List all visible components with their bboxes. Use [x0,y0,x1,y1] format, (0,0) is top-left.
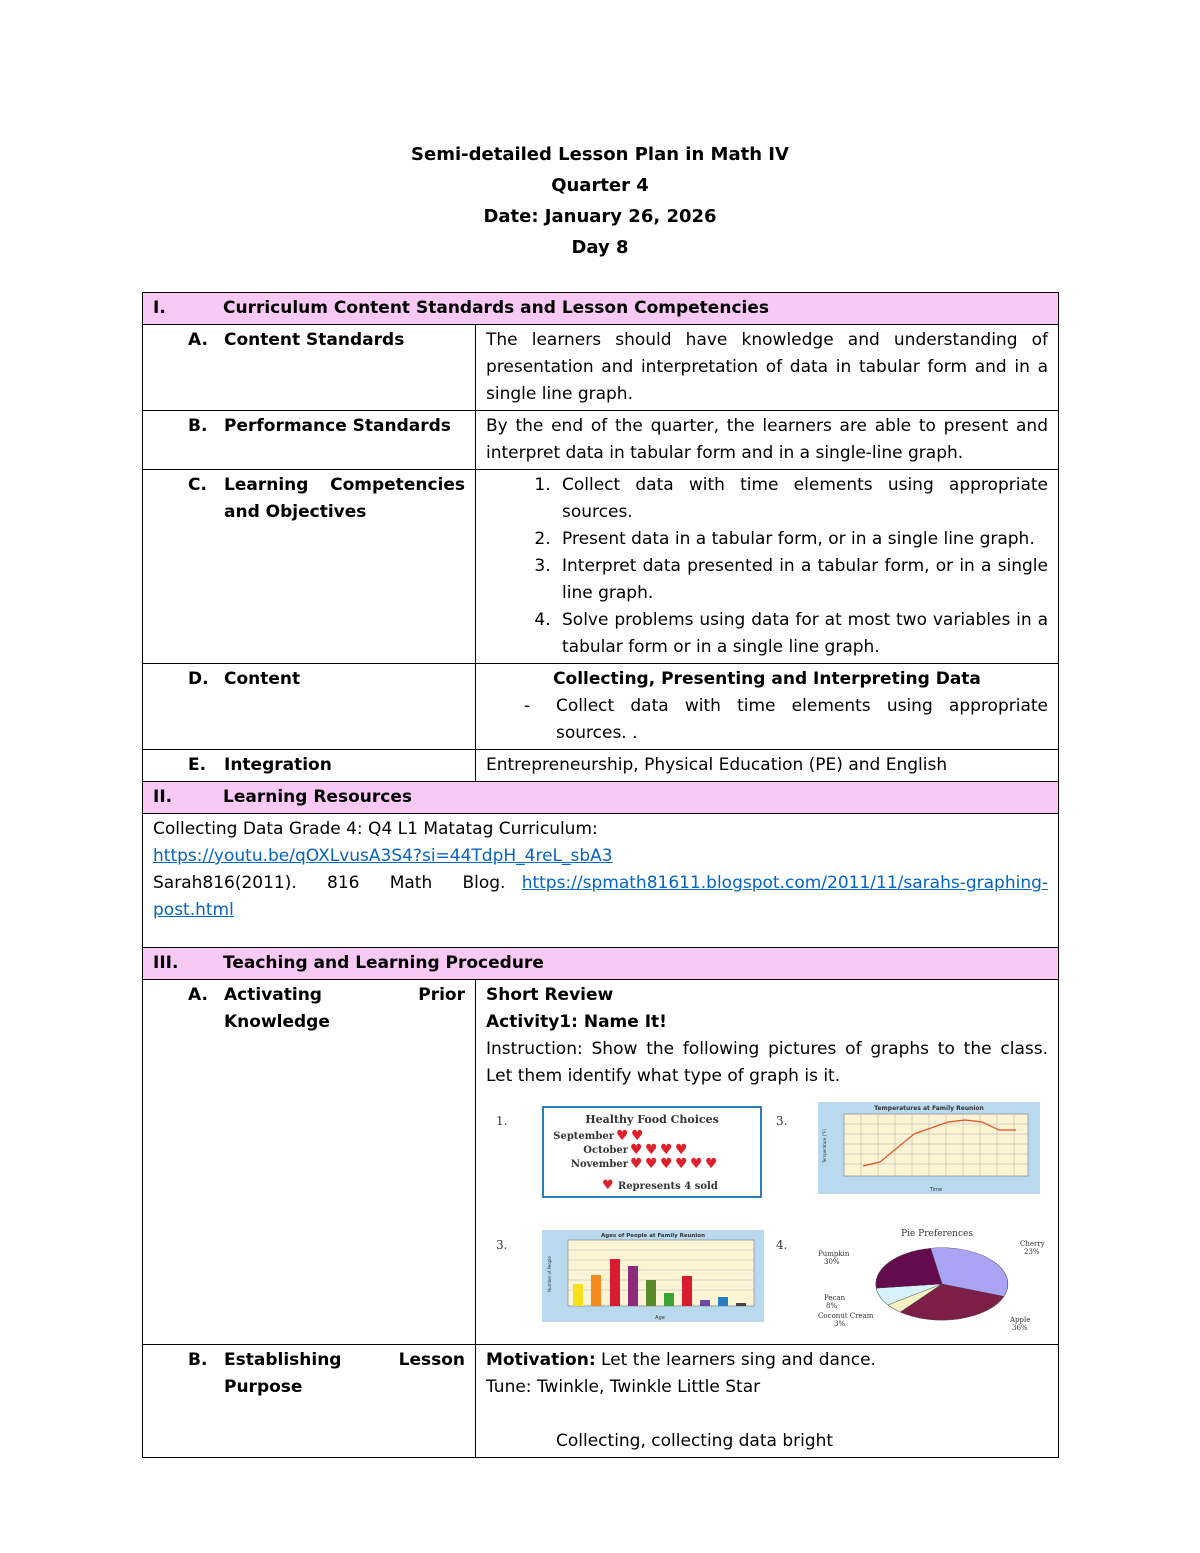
competency-item: 1. Collect data with time elements using appropriate sources. [556,472,1048,526]
motivation-text: Let the learners sing and dance. [595,1350,876,1370]
heart-icon: ♥ [630,1142,643,1158]
graph-pictures [486,1096,1048,1342]
heart-icon: ♥ [645,1156,658,1172]
graph-number: 3. [496,1238,508,1252]
pie-label-value: 23% [1024,1248,1040,1256]
graph-number: 3. [776,1114,788,1128]
learning-competencies-label: Learning Competencies and Objectives [224,475,465,522]
heart-icon: ♥ [630,1156,643,1172]
pictograph-row-label: October [583,1145,628,1156]
content-standards-label-cell [143,325,476,411]
short-review-heading: Short Review [486,985,614,1005]
date-line: Date: January 26, 2026 [483,206,717,227]
content-label: Content [224,669,301,689]
activity-instruction: Instruction: Show the following pictures of graphs to the class. Let them identify what type of graph is it. [486,1039,1048,1086]
activating-knowledge-label: Activating Prior Knowledge [224,985,465,1032]
row-d-letter: D. [188,669,209,689]
row-b-letter: B. [188,416,208,436]
heart-key-icon: ♥ [602,1178,614,1193]
section-2-header [143,782,1059,814]
competencies-list [486,472,1048,661]
competency-item: 4. Solve problems using data for at most two variables in a tabular form or in a single line graph. [556,607,1048,661]
heart-icon: ♥ [631,1128,644,1144]
learning-competencies-row [143,470,1059,664]
pictograph-image [542,1106,762,1198]
content-row [143,664,1059,750]
resource-1-text: Collecting Data Grade 4: Q4 L1 Matatag Curriculum: [153,819,598,839]
bar-graph-y-label: Number of People [547,1256,552,1292]
heart-icon: ♥ [616,1128,629,1144]
row-a-letter: A. [188,330,208,350]
quarter-line: Quarter 4 [551,175,649,196]
pie-label-value: 3% [834,1320,846,1328]
performance-standards-label: Performance Standards [224,416,451,436]
line-graph-image [818,1102,1040,1194]
heart-icon: ♥ [645,1142,658,1158]
content-cell [476,664,1059,750]
bullet-dash: - [524,696,531,716]
content-standards-row [143,325,1059,411]
heart-icon: ♥ [705,1156,718,1172]
pie-label-value: 30% [824,1258,840,1266]
resources-cell [143,814,1059,948]
pie-label-name: Coconut Cream [818,1312,874,1320]
integration-row [143,750,1059,782]
bar-graph-x-label: Age [655,1315,665,1321]
lesson-purpose-label: Establishing Lesson Purpose [224,1350,465,1397]
content-bullet: Collect data with time elements using appropriate sources. . [556,696,1048,743]
activating-knowledge-label-cell [143,980,476,1345]
pie-chart-image [812,1226,1062,1336]
section-1-number: I. [153,298,166,318]
section-2-header-row [143,782,1059,814]
heart-icon: ♥ [660,1156,673,1172]
heart-icon: ♥ [690,1156,703,1172]
pie-label-value: 36% [1012,1324,1028,1332]
section-3-number: III. [153,953,179,973]
row-c-letter: C. [188,475,207,495]
row-3a-letter: A. [188,985,208,1005]
pie-chart-title: Pie Preferences [901,1229,973,1239]
section-2-title: Learning Resources [223,787,412,807]
day-line: Day 8 [571,237,629,258]
pictograph-title: Healthy Food Choices [585,1113,719,1126]
bar-graph-title: Ages of People at Family Reunion [601,1233,705,1239]
learning-competencies-cell [476,470,1059,664]
heart-icon: ♥ [675,1142,688,1158]
pictograph-row-label: September [553,1131,614,1142]
section-3-header-row [143,948,1059,980]
pie-label-name: Pumpkin [818,1250,850,1258]
competency-item: 2. Present data in a tabular form, or in a single line graph. [556,526,1048,553]
lesson-purpose-label-cell [143,1345,476,1458]
document-title: Semi-detailed Lesson Plan in Math IV [411,144,789,165]
section-3-header [143,948,1059,980]
song-lyric: Collecting, collecting data bright [556,1431,834,1451]
content-standards-text: The learners should have knowledge and understanding of presentation and interpretation of data in tabular form and in a single line graph. [476,325,1059,411]
lesson-purpose-row [143,1345,1059,1458]
line-graph-y-label: Temperature (°F) [822,1128,827,1164]
resource-2-text: Sarah816(2011). 816 Math Blog. [153,873,506,893]
section-3-title: Teaching and Learning Procedure [223,953,544,973]
lesson-purpose-cell [476,1345,1059,1458]
content-heading: Collecting, Presenting and Interpreting Data [553,669,981,689]
content-label-cell [143,664,476,750]
pie-label-name: Cherry [1020,1240,1045,1248]
graph-number: 4. [776,1238,788,1252]
pictograph-row-label: November [570,1159,628,1170]
line-graph-title: Temperatures at Family Reunion [874,1105,984,1112]
line-graph-x-label: Time [929,1187,943,1193]
performance-standards-label-cell [143,411,476,470]
section-1-title: Curriculum Content Standards and Lesson Competencies [223,298,769,318]
learning-competencies-label-cell [143,470,476,664]
bar-graph-image [542,1230,764,1322]
graph-number: 1. [496,1114,508,1128]
competency-item: 3. Interpret data presented in a tabular form, or in a single line graph. [556,553,1048,607]
tune-line: Tune: Twinkle, Twinkle Little Star [486,1377,761,1397]
integration-label: Integration [224,755,332,775]
pie-label-name: Pecan [824,1294,846,1302]
pictograph-key: Represents 4 sold [618,1181,718,1192]
lesson-plan-table [142,292,1059,1458]
resource-1-link[interactable]: https://youtu.be/qOXLvusA3S4?si=44TdpH_4reL_sbA3 [153,846,613,866]
integration-label-cell [143,750,476,782]
activating-knowledge-row [143,980,1059,1345]
activity-heading: Activity1: Name It! [486,1012,667,1032]
pie-label-name: Apple [1010,1316,1031,1324]
performance-standards-text: By the end of the quarter, the learners are able to present and interpret data in tabular form and in a single-line graph. [476,411,1059,470]
integration-text: Entrepreneurship, Physical Education (PE) and English [476,750,1059,782]
performance-standards-row [143,411,1059,470]
section-1-header [143,293,1059,325]
heart-icon: ♥ [675,1156,688,1172]
section-1-header-row [143,293,1059,325]
motivation-label: Motivation: [486,1350,596,1370]
row-e-letter: E. [188,755,207,775]
activating-knowledge-cell [476,980,1059,1345]
heart-icon: ♥ [660,1142,673,1158]
content-standards-label: Content Standards [224,330,405,350]
pie-label-value: 8% [826,1302,838,1310]
row-3b-letter: B. [188,1350,208,1370]
resource-2-link[interactable]: https://spmath81611.blogspot.com/2011/11/sarahs-graphing-post.html [153,873,1049,920]
resources-row [143,814,1059,948]
section-2-number: II. [153,787,173,807]
